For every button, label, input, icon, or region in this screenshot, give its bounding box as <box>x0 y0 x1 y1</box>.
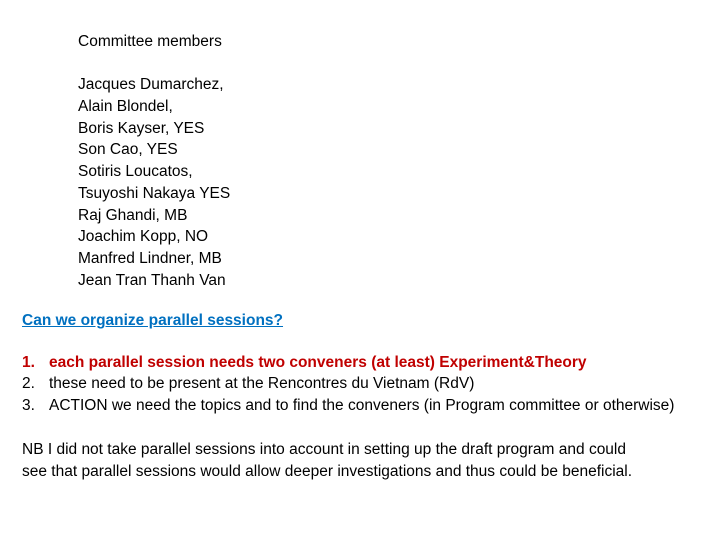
list-item-text: ACTION we need the topics and to find the conveners (in Program committee or otherwise) <box>49 396 675 414</box>
committee-member: Alain Blondel, <box>78 98 173 116</box>
committee-member: Jacques Dumarchez, <box>78 76 224 94</box>
list-item-text: these need to be present at the Rencontres du Vietnam (RdV) <box>49 375 475 393</box>
list-item-number: 1. <box>22 354 35 371</box>
note-line: see that parallel sessions would allow deeper investigations and thus could be beneficial. <box>22 462 633 480</box>
committee-member: Tsuyoshi Nakaya YES <box>78 184 231 202</box>
committee-member: Jean Tran Thanh Van <box>78 271 226 289</box>
committee-member: Son Cao, YES <box>78 141 178 159</box>
list-item-number: 2. <box>22 375 35 393</box>
spacer <box>78 53 230 75</box>
committee-member: Sotiris Loucatos, <box>78 163 193 181</box>
list-item-text: each parallel session needs two conveners (at least) Experiment&Theory <box>49 354 587 371</box>
committee-member: Raj Ghandi, MB <box>78 206 188 224</box>
committee-member: Boris Kayser, YES <box>78 119 205 137</box>
note-line: NB I did not take parallel sessions into account in setting up the draft program and could <box>22 441 626 458</box>
list-item-number: 3. <box>22 396 35 414</box>
nb-note <box>22 439 632 482</box>
committee-heading: Committee members <box>78 33 222 50</box>
parallel-sessions-question: Can we organize parallel sessions? <box>22 312 284 329</box>
committee-member: Joachim Kopp, NO <box>78 228 209 246</box>
committee-block <box>78 31 230 291</box>
committee-member: Manfred Lindner, MB <box>78 249 222 267</box>
